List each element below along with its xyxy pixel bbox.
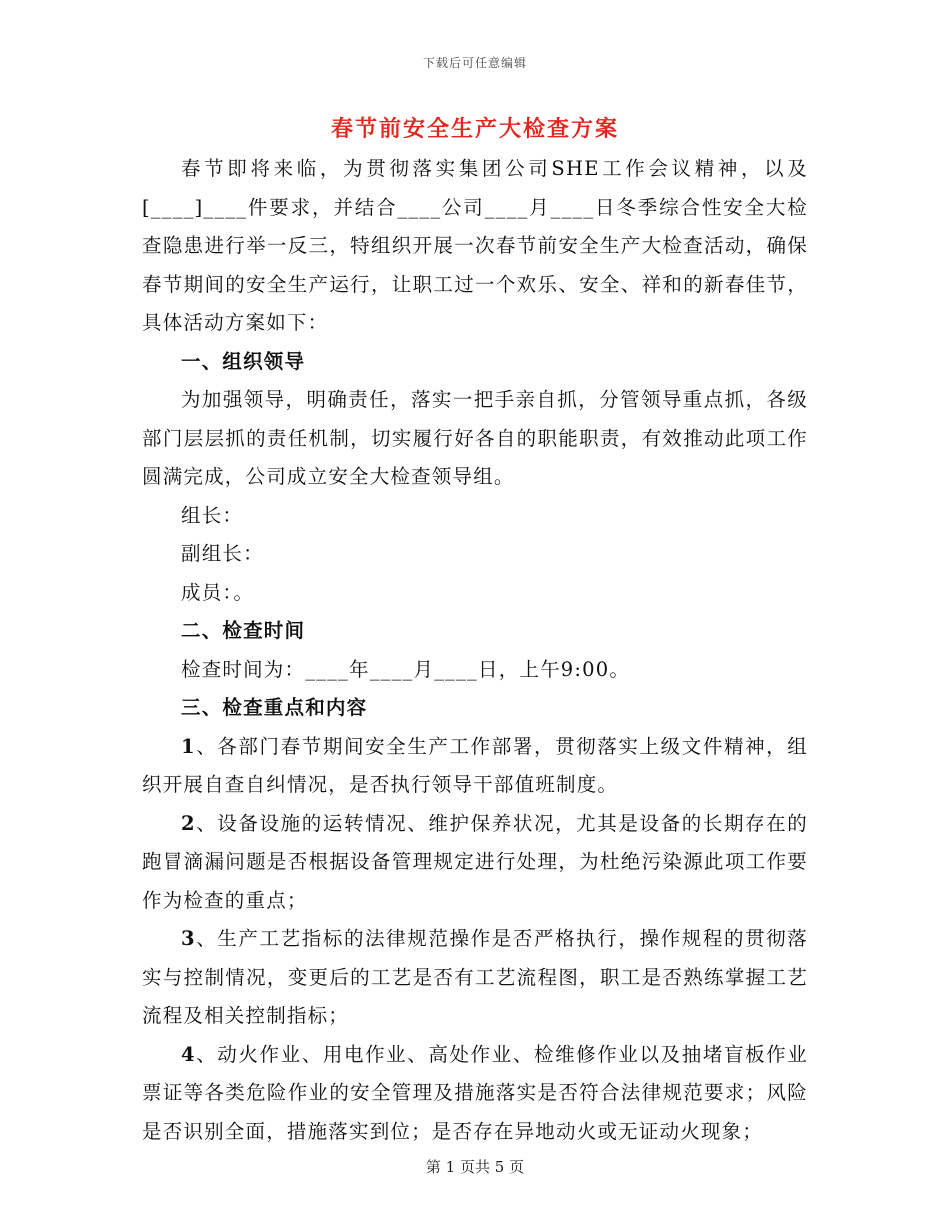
members-line: 成员：。 <box>181 580 255 604</box>
item-number: 4 <box>181 1042 196 1066</box>
item-text: 、设备设施的运转情况、维护保养状况，尤其是设备的长期存在的跑冒滴漏问题是否根据设备管理规定进行处理，为杜绝污染源此项工作要作为检查的重点； <box>142 811 808 912</box>
header-note: 下载后可任意编辑 <box>422 56 527 70</box>
item-number: 3 <box>181 927 196 950</box>
list-item <box>142 728 808 805</box>
item-text: 、生产工艺指标的法律规范操作是否严格执行，操作规程的贯彻落实与控制情况，变更后的工艺是否有工艺流程图，职工是否熟练掌握工艺流程及相关控制指标； <box>142 927 808 1027</box>
section-heading-organization: 一、组织领导 <box>181 349 306 373</box>
page-number-footer: 第 1 页共 5 页 <box>425 1158 525 1176</box>
deputy-leader-line: 副组长： <box>181 542 264 565</box>
item-number: 2 <box>181 811 196 835</box>
document-title: 春节前安全生产大检查方案 <box>330 116 619 142</box>
section-heading-content: 三、检查重点和内容 <box>181 696 368 719</box>
inspection-time-line: 检查时间为：____年____月____日，上午9:00。 <box>181 657 631 681</box>
leader-line: 组长： <box>181 503 244 527</box>
item-text: 、动火作业、用电作业、高处作业、检维修作业以及抽堵盲板作业票证等各类危险作业的安全管理及措施落实是否符合法律规范要求；风险是否识别全面，措施落实到位；是否存在异地动火或无证动火现象； <box>142 1042 808 1143</box>
list-item <box>142 805 808 921</box>
section-heading-time: 二、检查时间 <box>181 619 306 642</box>
list-item <box>142 920 808 1036</box>
item-number: 1 <box>181 734 196 758</box>
intro-paragraph: 春节即将来临，为贯彻落实集团公司SHE工作会议精神，以及[____]____件要求，并结合____公司____月____日冬季综合性安全大检查隐患进行举一反三，特组织开展一次春节前安全生产大检查活动，确保春节期间的安全生产运行，让职工过一个欢乐、安全、祥和的新春佳节，具体活动方案如下： <box>142 157 808 334</box>
document-body <box>142 150 808 1151</box>
list-item <box>142 1036 808 1152</box>
organization-paragraph: 为加强领导，明确责任，落实一把手亲自抓，分管领导重点抓，各级部门层层抓的责任机制，切实履行好各自的职能职责，有效推动此项工作圆满完成，公司成立安全大检查领导组。 <box>142 388 808 488</box>
item-text: 、各部门春节期间安全生产工作部署，贯彻落实上级文件精神，组织开展自查自纠情况，是否执行领导干部值班制度。 <box>142 734 808 796</box>
